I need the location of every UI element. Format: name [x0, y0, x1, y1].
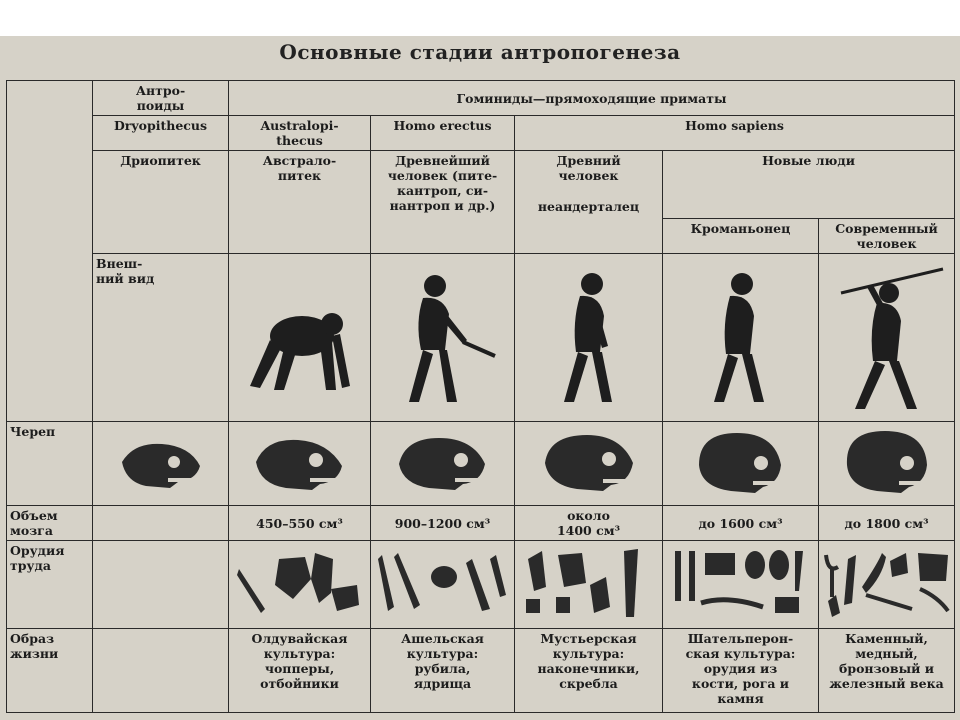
corner-cell	[7, 81, 93, 422]
homo-erectus-lifestyle: Ашельская культура: рубила, ядрища	[371, 629, 515, 713]
neanderthal-skull-icon	[539, 433, 639, 495]
dryopithecus-tools	[93, 541, 229, 629]
neanderthal-tools	[515, 541, 663, 629]
metal-age-tools-icon	[822, 547, 952, 623]
homo-erectus-latin: Homo erectus	[371, 116, 515, 151]
australopithecus-skull	[229, 422, 371, 506]
header-row-1	[7, 81, 955, 116]
anthropogenesis-table	[6, 80, 955, 713]
homo-erectus-russian: Древнейший человек (пите- кантроп, си- нантроп и др.)	[371, 151, 515, 254]
australopithecus-brain: 450–550 см³	[229, 506, 371, 541]
hominids-header: Гоминиды—прямоходящие приматы	[229, 81, 955, 116]
lifestyle-label: Образ жизни	[7, 629, 93, 713]
new-people-header: Новые люди	[663, 151, 955, 219]
homo-erectus-skull	[371, 422, 515, 506]
appearance-row	[7, 254, 955, 422]
homo-erectus-tools	[371, 541, 515, 629]
hand-axes-tools-icon	[378, 549, 508, 621]
homo-erectus-figure-icon	[534, 268, 644, 408]
header-row-2	[7, 116, 955, 151]
dryopithecus-brain	[93, 506, 229, 541]
cromagnon-figure	[819, 254, 955, 422]
homo-erectus-brain: 900–1200 см³	[371, 506, 515, 541]
neanderthal-brain: около 1400 см³	[515, 506, 663, 541]
modern-man-lifestyle: Каменный, медный, бронзовый и железный века	[819, 629, 955, 713]
dryopithecus-latin: Dryopithecus	[93, 116, 229, 151]
page	[0, 36, 960, 720]
lifestyle-row	[7, 629, 955, 713]
neanderthal-skull	[515, 422, 663, 506]
australopithecus-russian: Австрало- питек	[229, 151, 371, 254]
modern-man-skull	[819, 422, 955, 506]
australopithecus-figure	[371, 254, 515, 422]
skull-row	[7, 422, 955, 506]
skull-label: Череп	[7, 422, 93, 506]
page-title: Основные стадии антропогенеза	[279, 40, 681, 64]
dryopithecus-figure-icon	[240, 278, 360, 398]
cromagnon-header: Кроманьонец	[663, 219, 819, 254]
dryopithecus-russian: Дриопитек	[93, 151, 229, 254]
australopithecus-skull-icon	[250, 434, 350, 494]
cromagnon-figure-icon	[827, 263, 947, 413]
cromagnon-skull	[663, 422, 819, 506]
bone-horn-stone-tools-icon	[671, 547, 811, 623]
cromagnon-tools	[663, 541, 819, 629]
dryopithecus-skull	[93, 422, 229, 506]
points-scrapers-tools-icon	[524, 547, 654, 623]
australopithecus-lifestyle: Олдувайская культура: чопперы, отбойники	[229, 629, 371, 713]
header-row-3	[7, 151, 955, 219]
homo-erectus-figure	[515, 254, 663, 422]
australopithecus-latin: Australopi- thecus	[229, 116, 371, 151]
neanderthal-figure-icon	[686, 268, 796, 408]
australopithecus-figure-icon	[383, 268, 503, 408]
cromagnon-skull-icon	[691, 431, 791, 497]
brain-volume-label: Объем мозга	[7, 506, 93, 541]
neanderthal-lifestyle: Мустьерская культура: наконечники, скребла	[515, 629, 663, 713]
dryopithecus-skull-icon	[116, 436, 206, 492]
modern-man-brain: до 1800 см³	[819, 506, 955, 541]
ancient-man-header: Древний человек неандерталец	[515, 151, 663, 254]
cromagnon-lifestyle: Шательперон- ская культура: орудия из кости, рога и камня	[663, 629, 819, 713]
dryopithecus-figure	[229, 254, 371, 422]
appearance-label: Внеш- ний вид	[93, 254, 229, 422]
modern-man-tools	[819, 541, 955, 629]
cromagnon-brain: до 1600 см³	[663, 506, 819, 541]
australopithecus-tools	[229, 541, 371, 629]
dryopithecus-lifestyle	[93, 629, 229, 713]
homo-sapiens-header: Homo sapiens	[515, 116, 955, 151]
brain-volume-row	[7, 506, 955, 541]
modern-man-header: Современный человек	[819, 219, 955, 254]
anthropoids-header: Антро- поиды	[93, 81, 229, 116]
neanderthal-label: неандерталец	[537, 199, 640, 214]
homo-erectus-skull-icon	[393, 434, 493, 494]
tools-row	[7, 541, 955, 629]
modern-man-skull-icon	[837, 431, 937, 497]
neanderthal-figure	[663, 254, 819, 422]
choppers-tools-icon	[235, 549, 365, 621]
tools-label: Орудия труда	[7, 541, 93, 629]
